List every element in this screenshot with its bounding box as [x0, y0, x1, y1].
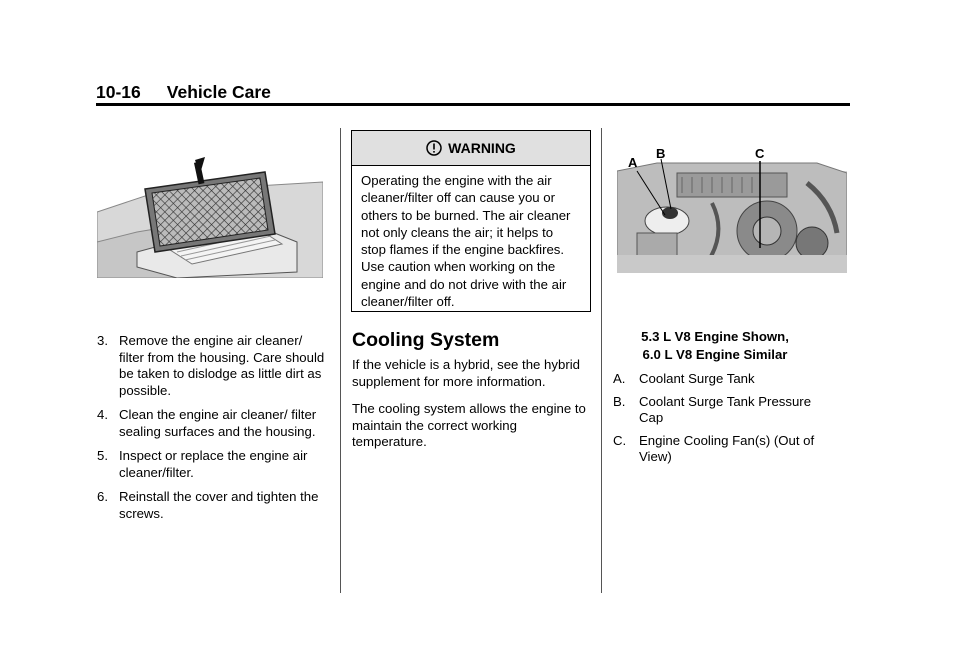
paragraph: If the vehicle is a hybrid, see the hybrid supplement for more information.: [352, 357, 580, 389]
legend-text: Coolant Surge Tank Pressure Cap: [639, 393, 812, 425]
caption-line: 5.3 L V8 Engine Shown,: [641, 329, 789, 344]
column-divider-2: [601, 128, 602, 593]
list-item: [613, 371, 833, 388]
step-number: 6.: [97, 489, 108, 504]
list-item: [97, 333, 329, 399]
header-rule: [96, 103, 850, 106]
step-number: 3.: [97, 333, 108, 348]
list-item: [97, 448, 329, 481]
section-header-title: Vehicle Care: [166, 82, 271, 102]
legend-text: Engine Cooling Fan(s) (Out of View): [639, 432, 815, 464]
callout-b: B: [656, 146, 666, 161]
warning-header: [352, 131, 590, 166]
warning-box: [351, 130, 591, 312]
steps-list: [97, 333, 329, 530]
step-number: 4.: [97, 407, 108, 422]
step-text: Inspect or replace the engine air cleaner/filter.: [119, 448, 308, 480]
cooling-body: [352, 357, 588, 462]
legend-text: Coolant Surge Tank: [639, 371, 755, 386]
legend-key: C.: [613, 432, 627, 448]
warning-title: WARNING: [448, 140, 516, 156]
figure-caption: [610, 328, 820, 364]
caption-line: 6.0 L V8 Engine Similar: [642, 347, 788, 362]
list-item: [613, 433, 833, 466]
step-text: Clean the engine air cleaner/ filter sealing surfaces and the housing.: [119, 407, 317, 439]
figure-legend: [613, 371, 833, 472]
callout-a: A: [628, 155, 638, 170]
section-title: Cooling System: [352, 329, 500, 351]
legend-key: B.: [613, 393, 626, 409]
warning-icon: [426, 140, 442, 156]
callout-c: C: [755, 146, 765, 161]
warning-text: Operating the engine with the air cleaner/filter off can cause you or others to be burned. The air cleaner not only cleans the air; it helps to stop flames if the engine backfires. Use caution when working on the engine and do not drive with the air cleaner/filter off.: [361, 173, 571, 310]
column-divider-1: [340, 128, 341, 593]
page-number: 10-16: [96, 82, 141, 102]
engine-illustration: [617, 143, 847, 273]
paragraph: The cooling system allows the engine to maintain the correct working temperature.: [352, 401, 586, 449]
legend-key: A.: [613, 371, 626, 386]
list-item: [613, 394, 833, 427]
step-text: Reinstall the cover and tighten the screws.: [119, 489, 319, 521]
step-text: Remove the engine air cleaner/ filter from the housing. Care should be taken to dislodge as little dirt as possible.: [119, 333, 325, 398]
list-item: [97, 489, 329, 522]
step-number: 5.: [97, 448, 108, 463]
page-header: [96, 82, 271, 103]
air-filter-illustration: [97, 152, 323, 278]
list-item: [97, 407, 329, 440]
